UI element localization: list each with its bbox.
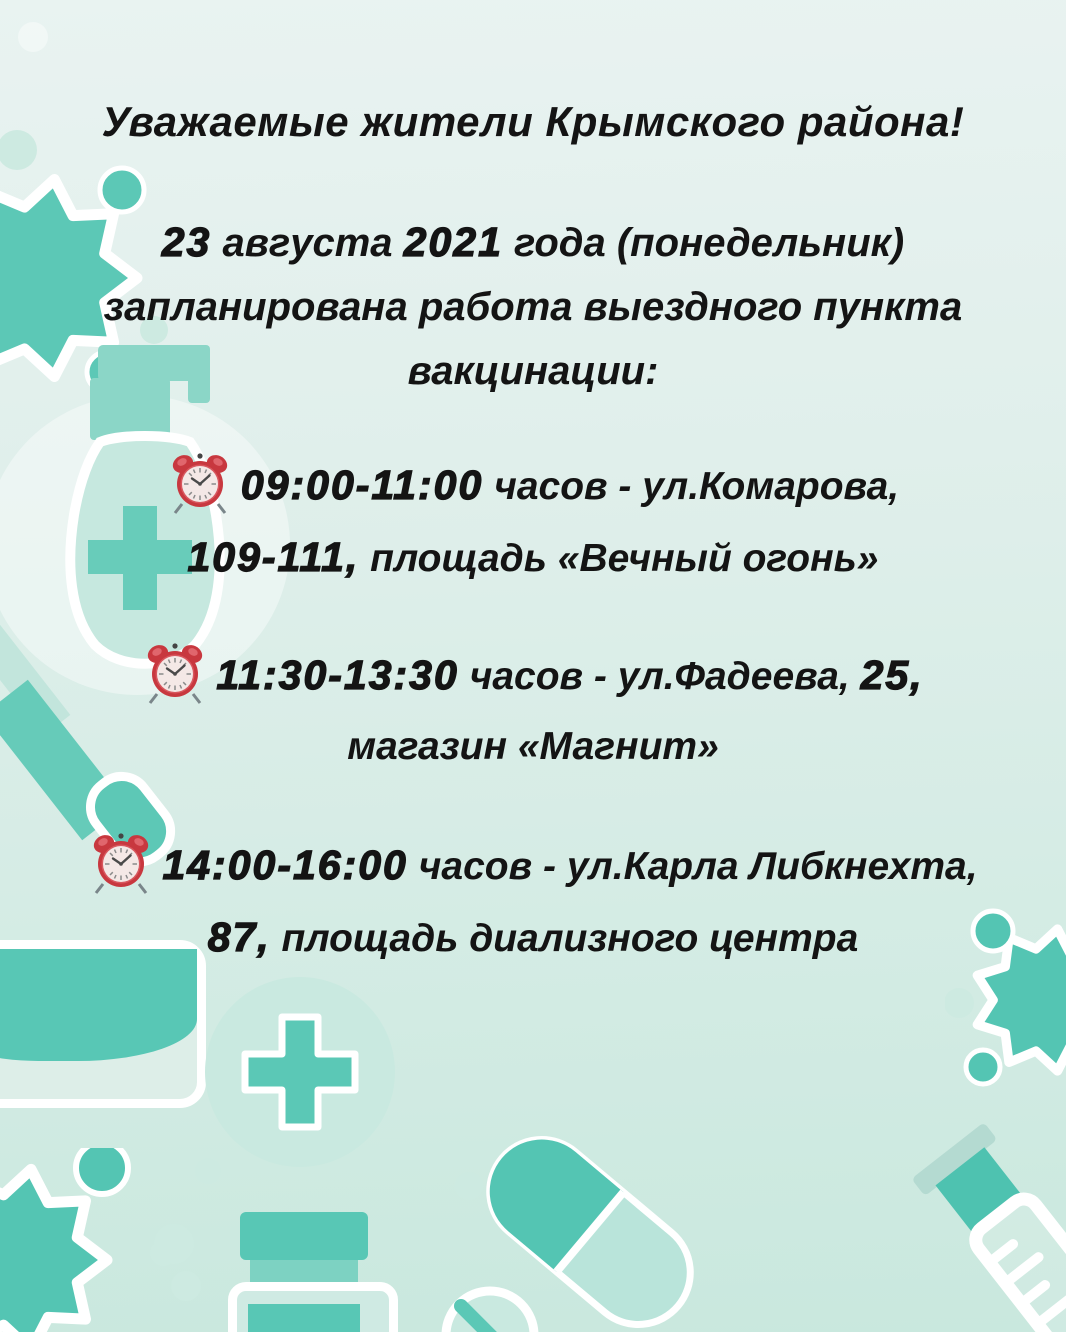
location-text: часов - ул.Комарова, [483,465,900,508]
schedule-item-2 [0,640,1066,782]
alarm-clock-icon [167,451,233,515]
schedule-item-2-line-2 [0,712,1066,782]
location-text: площадь диализного центра [270,917,859,960]
intro-line-3: вакцинации: [407,349,659,393]
schedule-item-3 [0,830,1066,974]
date-month: августа [211,221,404,265]
date-day: 23 [161,219,212,265]
intro-line-1 [0,210,1066,275]
alarm-clock-icon [88,831,154,895]
schedule-item-1-line-1 [0,450,1066,522]
page-title: Уважаемые жители Крымского района! [101,98,965,145]
date-year: 2021 [403,219,503,265]
address-number: 109-111, [187,534,360,580]
address-number: 25, [860,652,924,698]
alarm-clock-icon [142,641,208,705]
time-range: 09:00-11:00 [240,462,484,508]
schedule-item-3-line-2 [0,902,1066,974]
schedule-item-3-line-1 [0,830,1066,902]
schedule-item-1 [0,450,1066,594]
intro-line-2: запланирована работа выездного пункта [103,285,963,329]
schedule-item-2-line-1 [0,640,1066,712]
location-text: магазин «Магнит» [347,725,719,768]
address-number: 87, [207,914,271,960]
time-range: 11:30-13:30 [216,652,459,698]
location-text: часов - ул.Фадеева, [458,655,861,698]
date-rest: года (понедельник) [502,221,905,265]
time-range: 14:00-16:00 [162,842,408,888]
intro-text [0,210,1066,403]
location-text: часов - ул.Карла Либкнехта, [407,845,978,888]
schedule-item-1-line-2 [0,522,1066,594]
location-text: площадь «Вечный огонь» [359,537,879,580]
